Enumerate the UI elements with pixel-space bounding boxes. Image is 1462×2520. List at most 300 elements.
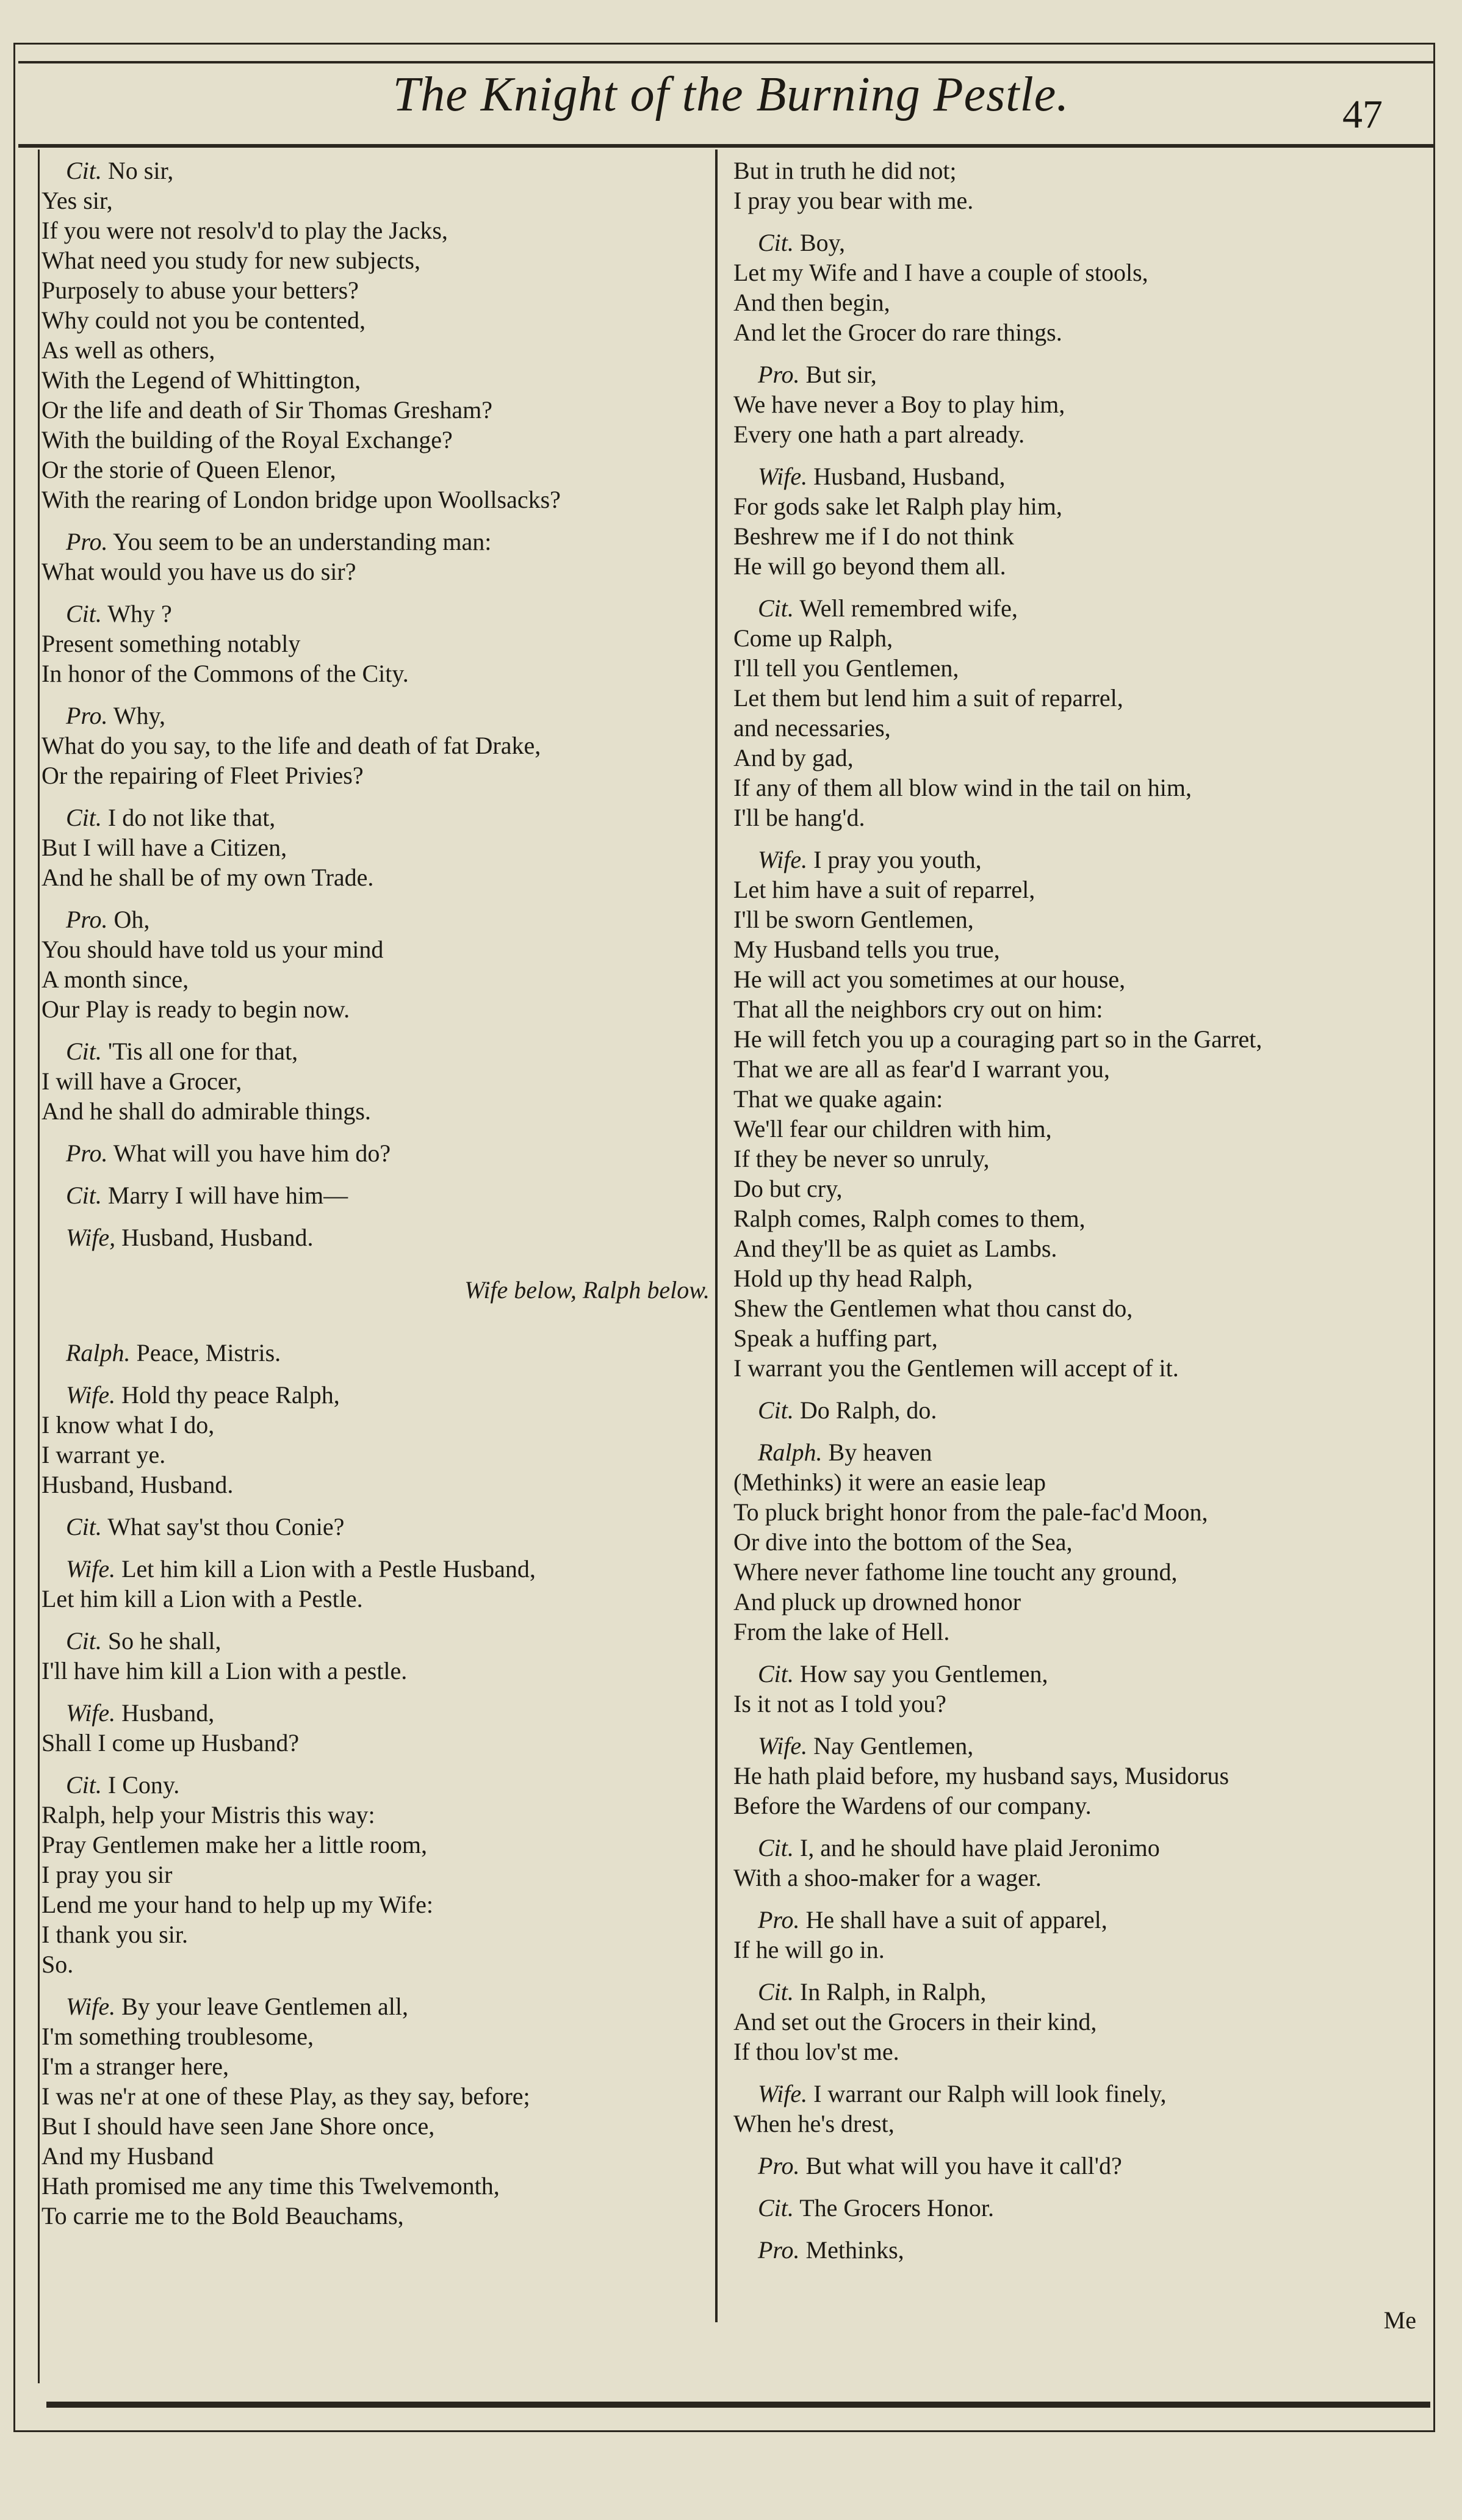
speech-line bbox=[733, 1293, 1423, 1323]
speech-line bbox=[733, 317, 1423, 347]
speech-line bbox=[41, 2081, 710, 2111]
speech-line bbox=[733, 1233, 1423, 1263]
line-text: By your leave Gentlemen all, bbox=[121, 1993, 408, 2020]
line-text: and necessaries, bbox=[733, 714, 891, 742]
speech-line bbox=[733, 1204, 1423, 1233]
speech-block bbox=[733, 845, 1423, 1383]
speaker-name: Pro. bbox=[758, 361, 800, 388]
speaker-name: Wife. bbox=[66, 1555, 116, 1583]
speech-line bbox=[733, 2079, 1423, 2109]
speech-line bbox=[41, 455, 710, 485]
catchword: Me bbox=[1383, 2306, 1416, 2334]
line-text: Ralph comes, Ralph comes to them, bbox=[733, 1205, 1086, 1232]
speech-line bbox=[41, 1991, 710, 2021]
speaker-name: Cit. bbox=[758, 1396, 794, 1424]
line-text: Shall I come up Husband? bbox=[41, 1729, 300, 1756]
speech-line bbox=[41, 275, 710, 305]
speaker-name: Cit. bbox=[66, 600, 102, 627]
speaker-name: Wife. bbox=[758, 1732, 808, 1760]
line-text: I'll tell you Gentlemen, bbox=[733, 654, 959, 682]
line-text: Do Ralph, do. bbox=[799, 1396, 937, 1424]
speech-block bbox=[41, 1138, 710, 1168]
line-text: He will act you sometimes at our house, bbox=[733, 966, 1126, 993]
speech-line bbox=[733, 1114, 1423, 1144]
speech-line bbox=[41, 485, 710, 514]
line-text: And he shall be of my own Trade. bbox=[41, 864, 374, 891]
line-text: And he shall do admirable things. bbox=[41, 1097, 371, 1125]
speech-line bbox=[41, 1770, 710, 1800]
line-text: So. bbox=[41, 1951, 74, 1978]
speech-line bbox=[733, 1437, 1423, 1467]
speech-line bbox=[733, 1144, 1423, 1174]
line-text: Shew the Gentlemen what thou canst do, bbox=[733, 1294, 1133, 1322]
speech-line bbox=[733, 2151, 1423, 2181]
line-text: Let my Wife and I have a couple of stools, bbox=[733, 259, 1148, 286]
speech-line bbox=[41, 803, 710, 832]
speech-block bbox=[41, 1338, 710, 1368]
speaker-name: Cit. bbox=[758, 594, 794, 622]
speech-line bbox=[733, 2235, 1423, 2265]
speech-line bbox=[733, 1557, 1423, 1587]
line-text: How say you Gentlemen, bbox=[799, 1660, 1048, 1688]
speaker-name: Pro. bbox=[66, 528, 108, 555]
line-text: What need you study for new subjects, bbox=[41, 247, 420, 274]
line-text: Or the storie of Queen Elenor, bbox=[41, 456, 336, 483]
speaker-name: Cit. bbox=[758, 1660, 794, 1688]
speech-line bbox=[41, 2051, 710, 2081]
speech-line bbox=[733, 2007, 1423, 2037]
speech-line bbox=[733, 743, 1423, 773]
speaker-name: Cit. bbox=[758, 229, 794, 256]
speaker-name: Wife, bbox=[66, 1224, 116, 1251]
speech-line bbox=[733, 287, 1423, 317]
speech-line bbox=[733, 845, 1423, 875]
line-text: Husband, Husband. bbox=[121, 1224, 314, 1251]
speaker-name: Cit. bbox=[66, 804, 102, 831]
line-text: I pray you bear with me. bbox=[733, 187, 974, 214]
speech-line bbox=[733, 593, 1423, 623]
line-text: Beshrew me if I do not think bbox=[733, 522, 1014, 550]
speech-line bbox=[733, 1174, 1423, 1204]
speech-block bbox=[41, 1512, 710, 1542]
line-text: He shall have a suit of apparel, bbox=[805, 1906, 1107, 1933]
speech-line bbox=[733, 1497, 1423, 1527]
line-text: By heaven bbox=[828, 1439, 932, 1466]
line-text: Before the Wardens of our company. bbox=[733, 1792, 1092, 1819]
speaker-name: Wife. bbox=[66, 1699, 116, 1727]
line-text: Purposely to abuse your betters? bbox=[41, 276, 359, 304]
line-text: Hath promised me any time this Twelvemonth, bbox=[41, 2172, 500, 2200]
speech-line bbox=[41, 1890, 710, 1919]
speech-line bbox=[41, 1949, 710, 1979]
line-text: If they be never so unruly, bbox=[733, 1145, 990, 1172]
speech-line bbox=[41, 1698, 710, 1728]
speaker-name: Pro. bbox=[758, 2236, 800, 2264]
line-text: I Cony. bbox=[107, 1771, 180, 1799]
speech-line bbox=[733, 713, 1423, 743]
speech-block bbox=[41, 701, 710, 790]
line-text: If any of them all blow wind in the tail on him, bbox=[733, 774, 1192, 801]
speech-line bbox=[733, 1761, 1423, 1791]
right-blocks bbox=[733, 156, 1423, 2265]
speech-line bbox=[733, 1467, 1423, 1497]
line-text: I warrant you the Gentlemen will accept of it. bbox=[733, 1354, 1179, 1382]
line-text: Every one hath a part already. bbox=[733, 421, 1025, 448]
line-text: With the building of the Royal Exchange? bbox=[41, 426, 453, 453]
line-text: That all the neighbors cry out on him: bbox=[733, 995, 1103, 1023]
speech-line bbox=[733, 359, 1423, 389]
speech-block bbox=[41, 1180, 710, 1210]
speech-line bbox=[41, 1180, 710, 1210]
speech-line bbox=[733, 2193, 1423, 2223]
line-text: Yes sir, bbox=[41, 187, 113, 214]
speech-line bbox=[733, 1323, 1423, 1353]
speech-line bbox=[733, 1863, 1423, 1893]
page-title: The Knight of the Burning Pestle. bbox=[392, 68, 1070, 121]
speech-line bbox=[733, 228, 1423, 258]
speech-line bbox=[733, 1659, 1423, 1689]
speech-line bbox=[733, 2037, 1423, 2067]
speech-block bbox=[733, 359, 1423, 449]
line-text: Ralph, help your Mistris this way: bbox=[41, 1801, 375, 1829]
speech-line bbox=[733, 156, 1423, 186]
speech-line bbox=[733, 2109, 1423, 2139]
line-text: From the lake of Hell. bbox=[733, 1618, 950, 1645]
speech-block bbox=[41, 1222, 710, 1252]
line-text: Husband, Husband, bbox=[813, 463, 1006, 490]
speech-line bbox=[41, 1338, 710, 1368]
speech-line bbox=[41, 365, 710, 395]
speaker-name: Pro. bbox=[66, 702, 108, 729]
line-text: And they'll be as quiet as Lambs. bbox=[733, 1235, 1057, 1262]
speaker-name: Cit. bbox=[66, 1513, 102, 1540]
line-text: But sir, bbox=[805, 361, 877, 388]
speaker-name: Cit. bbox=[758, 1978, 794, 2006]
line-text: And set out the Grocers in their kind, bbox=[733, 2008, 1097, 2035]
line-text: Our Play is ready to begin now. bbox=[41, 995, 350, 1023]
speech-line bbox=[41, 186, 710, 215]
speaker-name: Wife. bbox=[758, 463, 808, 490]
speech-line bbox=[733, 551, 1423, 581]
line-text: What say'st thou Conie? bbox=[107, 1513, 345, 1540]
line-text: Nay Gentlemen, bbox=[813, 1732, 974, 1760]
line-text: Lend me your hand to help up my Wife: bbox=[41, 1891, 433, 1918]
speaker-name: Wife. bbox=[758, 846, 808, 873]
speech-block bbox=[41, 1380, 710, 1500]
speech-line bbox=[41, 245, 710, 275]
speech-block bbox=[733, 1905, 1423, 1965]
speaker-name: Cit. bbox=[66, 1038, 102, 1065]
speech-line bbox=[733, 653, 1423, 683]
speech-line bbox=[41, 1554, 710, 1584]
line-text: My Husband tells you true, bbox=[733, 936, 1000, 963]
line-text: Peace, Mistris. bbox=[136, 1339, 281, 1367]
line-text: Hold thy peace Ralph, bbox=[121, 1381, 340, 1409]
line-text: 'Tis all one for that, bbox=[107, 1038, 298, 1065]
line-text: Marry I will have him— bbox=[107, 1182, 348, 1209]
line-text: Why could not you be contented, bbox=[41, 306, 366, 334]
right-column bbox=[733, 156, 1423, 2277]
line-text: Let him kill a Lion with a Pestle Husband, bbox=[121, 1555, 536, 1583]
line-text: Let them but lend him a suit of reparrel, bbox=[733, 684, 1123, 712]
speech-line bbox=[41, 1830, 710, 1860]
speech-line bbox=[41, 862, 710, 892]
speech-line bbox=[41, 1919, 710, 1949]
line-text: If thou lov'st me. bbox=[733, 2038, 899, 2065]
line-text: Or the repairing of Fleet Privies? bbox=[41, 762, 364, 789]
line-text: We'll fear our children with him, bbox=[733, 1115, 1052, 1143]
speech-block bbox=[733, 461, 1423, 581]
speech-line bbox=[733, 683, 1423, 713]
speech-line bbox=[733, 1731, 1423, 1761]
line-text: What would you have us do sir? bbox=[41, 558, 356, 585]
line-text: But in truth he did not; bbox=[733, 157, 957, 184]
speech-line bbox=[41, 557, 710, 587]
speech-line bbox=[41, 1066, 710, 1096]
speech-line bbox=[733, 186, 1423, 215]
line-text: Methinks, bbox=[805, 2236, 904, 2264]
speech-block bbox=[41, 1554, 710, 1614]
speech-line bbox=[41, 1728, 710, 1758]
line-text: The Grocers Honor. bbox=[799, 2194, 994, 2222]
bottom-rule bbox=[46, 2402, 1430, 2408]
speech-block bbox=[41, 599, 710, 688]
line-text: In Ralph, in Ralph, bbox=[799, 1978, 987, 2006]
speaker-name: Cit. bbox=[66, 1182, 102, 1209]
speech-block bbox=[41, 1626, 710, 1686]
speech-line bbox=[41, 1512, 710, 1542]
line-text: He will go beyond them all. bbox=[733, 552, 1006, 580]
speech-line bbox=[41, 1096, 710, 1126]
line-text: You seem to be an understanding man: bbox=[113, 528, 492, 555]
speech-line bbox=[733, 491, 1423, 521]
speech-line bbox=[733, 773, 1423, 803]
speech-line bbox=[733, 1395, 1423, 1425]
line-text: I warrant our Ralph will look finely, bbox=[813, 2080, 1167, 2107]
line-text: (Methinks) it were an easie leap bbox=[733, 1468, 1046, 1496]
line-text: And then begin, bbox=[733, 289, 890, 316]
speaker-name: Pro. bbox=[758, 1906, 800, 1933]
speech-block bbox=[733, 593, 1423, 832]
speaker-name: Wife. bbox=[66, 1381, 116, 1409]
line-text: Do but cry, bbox=[733, 1175, 843, 1202]
speech-block bbox=[733, 2235, 1423, 2265]
speaker-name: Cit. bbox=[66, 157, 102, 184]
speech-block bbox=[733, 1395, 1423, 1425]
line-text: That we are all as fear'd I warrant you, bbox=[733, 1055, 1110, 1083]
line-text: What do you say, to the life and death of fat Drake, bbox=[41, 732, 541, 759]
line-text: But I will have a Citizen, bbox=[41, 834, 287, 861]
speech-line bbox=[41, 1656, 710, 1686]
speech-line bbox=[733, 623, 1423, 653]
speech-block bbox=[41, 1698, 710, 1758]
line-text: Or dive into the bottom of the Sea, bbox=[733, 1528, 1073, 1556]
left-blocks-after bbox=[41, 1338, 710, 2231]
line-text: When he's drest, bbox=[733, 2110, 895, 2137]
speech-block bbox=[41, 527, 710, 587]
speech-line bbox=[733, 521, 1423, 551]
line-text: Where never fathome line toucht any ground, bbox=[733, 1558, 1178, 1586]
line-text: I'll be hang'd. bbox=[733, 804, 865, 831]
left-column bbox=[41, 156, 710, 2243]
line-text: If he will go in. bbox=[733, 1936, 885, 1963]
speech-line bbox=[41, 2111, 710, 2141]
speech-line bbox=[41, 701, 710, 731]
line-text: To pluck bright honor from the pale-fac'd Moon, bbox=[733, 1498, 1208, 1526]
speaker-name: Pro. bbox=[66, 906, 108, 933]
line-text: I was ne'r at one of these Play, as they say, before; bbox=[41, 2082, 530, 2110]
line-text: Husband, Husband. bbox=[41, 1471, 234, 1498]
speech-line bbox=[41, 994, 710, 1024]
line-text: I will have a Grocer, bbox=[41, 1067, 242, 1095]
line-text: Speak a huffing part, bbox=[733, 1324, 938, 1352]
line-text: Come up Ralph, bbox=[733, 624, 893, 652]
speech-line bbox=[41, 1470, 710, 1500]
speech-line bbox=[733, 875, 1423, 904]
speech-line bbox=[733, 1833, 1423, 1863]
line-text: I pray you youth, bbox=[813, 846, 982, 873]
speech-line bbox=[733, 1084, 1423, 1114]
left-margin-rule bbox=[38, 150, 40, 2383]
speech-line bbox=[733, 964, 1423, 994]
left-blocks bbox=[41, 156, 710, 1252]
speech-line bbox=[41, 934, 710, 964]
speech-block bbox=[41, 1991, 710, 2231]
line-text: I know what I do, bbox=[41, 1411, 215, 1439]
speech-line bbox=[41, 1380, 710, 1410]
line-text: Or the life and death of Sir Thomas Gresham? bbox=[41, 396, 493, 424]
line-text: Husband, bbox=[121, 1699, 215, 1727]
speech-line bbox=[41, 629, 710, 659]
speech-line bbox=[733, 1587, 1423, 1617]
speech-line bbox=[733, 1054, 1423, 1084]
speaker-name: Pro. bbox=[758, 2152, 800, 2179]
line-text: I'll be sworn Gentlemen, bbox=[733, 906, 974, 933]
line-text: In honor of the Commons of the City. bbox=[41, 660, 409, 687]
speech-block bbox=[733, 1977, 1423, 2067]
speech-line bbox=[733, 1353, 1423, 1383]
speech-line bbox=[733, 803, 1423, 832]
line-text: I pray you sir bbox=[41, 1861, 173, 1888]
line-text: I, and he should have plaid Jeronimo bbox=[799, 1834, 1160, 1861]
line-text: Let him have a suit of reparrel, bbox=[733, 876, 1035, 903]
speech-line bbox=[733, 461, 1423, 491]
line-text: No sir, bbox=[107, 157, 174, 184]
speech-block bbox=[733, 2193, 1423, 2223]
line-text: You should have told us your mind bbox=[41, 936, 384, 963]
speaker-name: Wife. bbox=[66, 1993, 116, 2020]
speech-block bbox=[733, 228, 1423, 347]
speech-line bbox=[41, 659, 710, 688]
speech-block bbox=[733, 2151, 1423, 2181]
line-text: With a shoo-maker for a wager. bbox=[733, 1864, 1042, 1891]
speech-line bbox=[733, 258, 1423, 287]
line-text: So he shall, bbox=[107, 1627, 221, 1655]
speech-block bbox=[733, 1731, 1423, 1821]
speech-line bbox=[733, 1977, 1423, 2007]
line-text: Is it not as I told you? bbox=[733, 1690, 946, 1717]
speech-line bbox=[41, 1584, 710, 1614]
speech-line bbox=[41, 395, 710, 425]
line-text: As well as others, bbox=[41, 336, 215, 364]
line-text: I warrant ye. bbox=[41, 1441, 166, 1468]
speech-line bbox=[41, 1626, 710, 1656]
line-text: We have never a Boy to play him, bbox=[733, 391, 1065, 418]
speech-line bbox=[41, 425, 710, 455]
speech-line bbox=[733, 1791, 1423, 1821]
speech-block bbox=[733, 156, 1423, 215]
line-text: And let the Grocer do rare things. bbox=[733, 319, 1062, 346]
line-text: If you were not resolv'd to play the Jacks, bbox=[41, 217, 448, 244]
speech-block bbox=[41, 904, 710, 1024]
speaker-name: Cit. bbox=[66, 1771, 102, 1799]
speaker-name: Ralph. bbox=[66, 1339, 131, 1367]
line-text: I do not like that, bbox=[107, 804, 276, 831]
line-text: With the rearing of London bridge upon Woollsacks? bbox=[41, 486, 561, 513]
speech-block bbox=[41, 803, 710, 892]
speaker-name: Cit. bbox=[758, 2194, 794, 2222]
speech-block bbox=[41, 1770, 710, 1979]
speech-line bbox=[41, 1410, 710, 1440]
line-text: Pray Gentlemen make her a little room, bbox=[41, 1831, 428, 1858]
speech-block bbox=[41, 1036, 710, 1126]
speech-line bbox=[733, 389, 1423, 419]
speech-line bbox=[733, 1905, 1423, 1935]
speech-line bbox=[41, 2141, 710, 2171]
speech-line bbox=[733, 1024, 1423, 1054]
speech-line bbox=[41, 2171, 710, 2201]
speech-line bbox=[41, 760, 710, 790]
speech-line bbox=[41, 1800, 710, 1830]
speech-line bbox=[733, 934, 1423, 964]
speech-line bbox=[733, 904, 1423, 934]
speaker-name: Cit. bbox=[66, 1627, 102, 1655]
speech-line bbox=[733, 1527, 1423, 1557]
speech-line bbox=[733, 1617, 1423, 1647]
line-text: And my Husband bbox=[41, 2142, 214, 2170]
line-text: I'll have him kill a Lion with a pestle. bbox=[41, 1657, 408, 1684]
line-text: Let him kill a Lion with a Pestle. bbox=[41, 1585, 363, 1612]
speech-line bbox=[41, 1222, 710, 1252]
speech-line bbox=[41, 1138, 710, 1168]
speaker-name: Wife. bbox=[758, 2080, 808, 2107]
speech-line bbox=[41, 335, 710, 365]
stage-direction: Wife below, Ralph below. bbox=[464, 1276, 710, 1304]
speech-line bbox=[733, 994, 1423, 1024]
speech-line bbox=[733, 1689, 1423, 1719]
line-text: Well remembred wife, bbox=[799, 594, 1018, 622]
speech-line bbox=[733, 1263, 1423, 1293]
line-text: Boy, bbox=[799, 229, 845, 256]
speech-line bbox=[41, 599, 710, 629]
line-text: Why, bbox=[113, 702, 165, 729]
line-text: Oh, bbox=[113, 906, 150, 933]
speaker-name: Pro. bbox=[66, 1139, 108, 1167]
page-number: 47 bbox=[1342, 92, 1383, 137]
speech-line bbox=[41, 731, 710, 760]
speaker-name: Ralph. bbox=[758, 1439, 823, 1466]
speech-block bbox=[41, 156, 710, 514]
line-text: And by gad, bbox=[733, 744, 854, 771]
speech-line bbox=[41, 832, 710, 862]
line-text: A month since, bbox=[41, 966, 189, 993]
line-text: And pluck up drowned honor bbox=[733, 1588, 1021, 1616]
line-text: To carrie me to the Bold Beauchams, bbox=[41, 2202, 404, 2229]
speech-line bbox=[41, 2201, 710, 2231]
line-text: I'm a stranger here, bbox=[41, 2052, 229, 2080]
speech-line bbox=[41, 156, 710, 186]
line-text: For gods sake let Ralph play him, bbox=[733, 493, 1062, 520]
